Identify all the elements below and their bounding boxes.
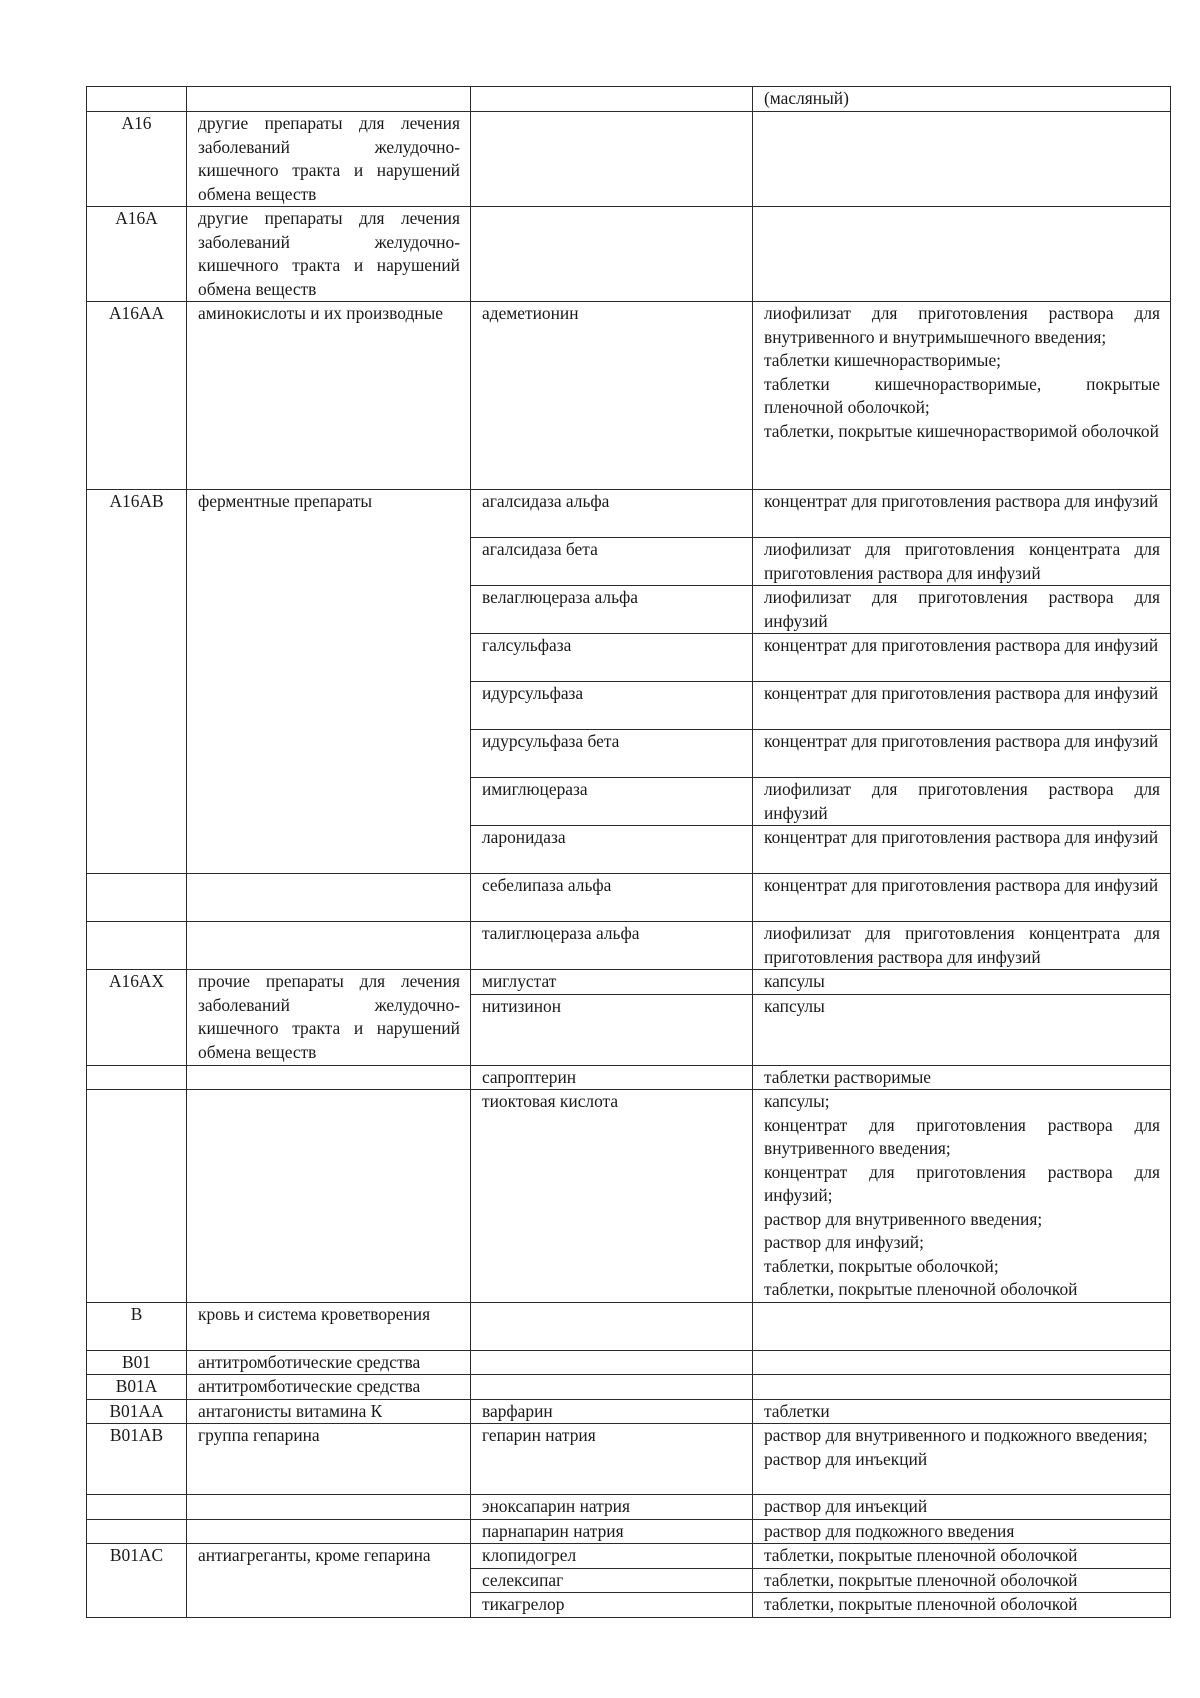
table-row — [87, 1090, 1171, 1303]
dosage-form-line: капсулы — [764, 995, 825, 1016]
dosage-form-line: раствор для инъекций — [764, 1448, 928, 1469]
table-row — [87, 1302, 1171, 1350]
atc-code-cell: B01 — [87, 1350, 187, 1375]
dosage-form-line: таблетки, покрытые оболочкой; — [764, 1255, 999, 1276]
table-row — [87, 87, 1171, 112]
dosage-form-line: таблетки, покрытые пленочной оболочкой — [764, 1545, 1078, 1565]
drug-name-cell: тикагрелор — [471, 1593, 753, 1618]
dosage-form-line: концентрат для приготовления раствора для инфузий — [764, 731, 1159, 751]
drug-name-cell: себелипаза альфа — [471, 874, 753, 922]
drug-name-cell: сапроптерин — [471, 1065, 753, 1090]
table-row — [87, 1495, 1171, 1520]
drug-name-cell: парнапарин натрия — [471, 1519, 753, 1544]
drug-name-cell: селексипаг — [471, 1568, 753, 1593]
dosage-form-line: лиофилизат для приготовления концентрата для приготовления раствора для инфузий — [764, 923, 1160, 967]
atc-code-cell: A16AB — [87, 490, 187, 874]
dosage-form-cell — [753, 1302, 1171, 1350]
table-row — [87, 1399, 1171, 1424]
drug-list-table — [86, 86, 1171, 1618]
group-name-cell: антитромботические средства — [187, 1350, 471, 1375]
drug-name-cell: варфарин — [471, 1399, 753, 1424]
dosage-form-line: лиофилизат для приготовления раствора для инфузий — [764, 779, 1160, 823]
dosage-form-cell — [753, 1544, 1171, 1569]
atc-code-cell: B01AC — [87, 1544, 187, 1618]
drug-name-cell: тиоктовая кислота — [471, 1090, 753, 1303]
atc-code-cell — [87, 1519, 187, 1544]
atc-code-cell — [87, 874, 187, 922]
dosage-form-cell — [753, 112, 1171, 207]
drug-name-cell — [471, 207, 753, 302]
atc-code-cell: A16AX — [87, 970, 187, 1066]
dosage-form-line: концентрат для приготовления раствора для инфузий — [764, 635, 1159, 655]
dosage-form-cell — [753, 826, 1171, 874]
dosage-form-cell — [753, 634, 1171, 682]
drug-name-cell — [471, 1302, 753, 1350]
dosage-form-line: раствор для подкожного введения — [764, 1520, 1015, 1541]
dosage-form-line: таблетки, покрытые пленочной оболочкой — [764, 1279, 1078, 1299]
group-name-cell — [187, 874, 471, 922]
dosage-form-line: раствор для инъекций — [764, 1496, 928, 1516]
drug-name-cell: галсульфаза — [471, 634, 753, 682]
group-name-cell — [187, 87, 471, 112]
dosage-form-line: раствор для инфузий; — [764, 1232, 924, 1252]
dosage-form-cell — [753, 87, 1171, 112]
dosage-form-cell — [753, 1519, 1171, 1544]
group-name-cell: группа гепарина — [187, 1424, 471, 1495]
drug-name-cell: агалсидаза бета — [471, 538, 753, 586]
table-row — [87, 1424, 1171, 1495]
dosage-form-line: (масляный) — [764, 88, 849, 108]
drug-name-cell: агалсидаза альфа — [471, 490, 753, 538]
table-row — [87, 1519, 1171, 1544]
atc-code-cell: A16A — [87, 207, 187, 302]
dosage-form-line: таблетки кишечнорастворимые, покрытые пленочной оболочкой; — [764, 373, 1160, 417]
dosage-form-cell — [753, 1568, 1171, 1593]
dosage-form-line: лиофилизат для приготовления раствора для инфузий — [764, 587, 1160, 631]
table-row — [87, 1544, 1171, 1569]
dosage-form-cell — [753, 1593, 1171, 1618]
table-row — [87, 1375, 1171, 1400]
group-name-cell: антитромботические средства — [187, 1375, 471, 1400]
dosage-form-cell — [753, 1495, 1171, 1520]
table-row — [87, 490, 1171, 538]
table-row — [87, 1065, 1171, 1090]
document-page — [86, 86, 1170, 1618]
group-name-cell — [187, 1065, 471, 1090]
drug-name-cell — [471, 112, 753, 207]
group-name-cell: другие препараты для лечения заболеваний желудочно-кишечного тракта и нарушений обмена веществ — [187, 207, 471, 302]
dosage-form-cell — [753, 970, 1171, 995]
dosage-form-cell — [753, 490, 1171, 538]
group-name-cell — [187, 922, 471, 970]
dosage-form-cell — [753, 538, 1171, 586]
table-row — [87, 970, 1171, 995]
dosage-form-cell — [753, 586, 1171, 634]
drug-name-cell: адеметионин — [471, 302, 753, 490]
group-name-cell: антиагреганты, кроме гепарина — [187, 1544, 471, 1618]
dosage-form-line: раствор для внутривенного введения; — [764, 1208, 1043, 1229]
group-name-cell: кровь и система кроветворения — [187, 1302, 471, 1350]
dosage-form-cell — [753, 922, 1171, 970]
drug-name-cell: имиглюцераза — [471, 778, 753, 826]
drug-name-cell: миглустат — [471, 970, 753, 995]
table-row — [87, 302, 1171, 490]
drug-name-cell: талиглюцераза альфа — [471, 922, 753, 970]
atc-code-cell: A16AA — [87, 302, 187, 490]
dosage-form-line: концентрат для приготовления раствора для инфузий — [764, 491, 1159, 511]
group-name-cell: прочие препараты для лечения заболеваний желудочно-кишечного тракта и нарушений обмена веществ — [187, 970, 471, 1066]
dosage-form-line: таблетки, покрытые пленочной оболочкой — [764, 1569, 1078, 1590]
drug-name-cell — [471, 1375, 753, 1400]
dosage-form-line: таблетки — [764, 1400, 830, 1421]
atc-code-cell — [87, 922, 187, 970]
dosage-form-line: концентрат для приготовления раствора для инфузий — [764, 827, 1159, 847]
dosage-form-cell — [753, 994, 1171, 1065]
drug-name-cell: клопидогрел — [471, 1544, 753, 1569]
dosage-form-line: таблетки, покрытые пленочной оболочкой — [764, 1594, 1078, 1614]
group-name-cell: аминокислоты и их производные — [187, 302, 471, 490]
dosage-form-line: концентрат для приготовления раствора для инфузий — [764, 683, 1159, 703]
drug-name-cell: идурсульфаза — [471, 682, 753, 730]
drug-name-cell: эноксапарин натрия — [471, 1495, 753, 1520]
dosage-form-cell — [753, 778, 1171, 826]
drug-name-cell: ларонидаза — [471, 826, 753, 874]
drug-name-cell: идурсульфаза бета — [471, 730, 753, 778]
dosage-form-cell — [753, 682, 1171, 730]
dosage-form-line: раствор для внутривенного и подкожного введения; — [764, 1425, 1148, 1445]
atc-code-cell: A16 — [87, 112, 187, 207]
atc-code-cell: B01AB — [87, 1424, 187, 1495]
group-name-cell: антагонисты витамина К — [187, 1399, 471, 1424]
table-row — [87, 207, 1171, 302]
dosage-form-cell — [753, 1375, 1171, 1400]
table-row — [87, 1350, 1171, 1375]
atc-code-cell: B01A — [87, 1375, 187, 1400]
atc-code-cell — [87, 1090, 187, 1303]
atc-code-cell — [87, 87, 187, 112]
dosage-form-line: капсулы; — [764, 1091, 830, 1111]
group-name-cell — [187, 1090, 471, 1303]
drug-name-cell — [471, 1350, 753, 1375]
group-name-cell: ферментные препараты — [187, 490, 471, 874]
dosage-form-cell — [753, 302, 1171, 490]
dosage-form-cell — [753, 1065, 1171, 1090]
table-row — [87, 874, 1171, 922]
dosage-form-line: лиофилизат для приготовления концентрата для приготовления раствора для инфузий — [764, 539, 1160, 583]
group-name-cell: другие препараты для лечения заболеваний желудочно-кишечного тракта и нарушений обмена веществ — [187, 112, 471, 207]
dosage-form-line: лиофилизат для приготовления раствора для внутривенного и внутримышечного введения; — [764, 303, 1160, 347]
dosage-form-line: капсулы — [764, 971, 825, 991]
dosage-form-cell — [753, 1090, 1171, 1303]
group-name-cell — [187, 1495, 471, 1520]
dosage-form-line: концентрат для приготовления раствора для инфузий; — [764, 1161, 1160, 1205]
drug-name-cell: гепарин натрия — [471, 1424, 753, 1495]
table-row — [87, 922, 1171, 970]
atc-code-cell — [87, 1495, 187, 1520]
drug-name-cell: нитизинон — [471, 994, 753, 1065]
dosage-form-line: таблетки растворимые — [764, 1066, 931, 1087]
dosage-form-line: таблетки, покрытые кишечнорастворимой оболочкой — [764, 420, 1159, 441]
group-name-cell — [187, 1519, 471, 1544]
atc-code-cell: B01AA — [87, 1399, 187, 1424]
drug-name-cell: велаглюцераза альфа — [471, 586, 753, 634]
dosage-form-cell — [753, 1350, 1171, 1375]
dosage-form-cell — [753, 874, 1171, 922]
atc-code-cell: B — [87, 1302, 187, 1350]
dosage-form-line: таблетки кишечнорастворимые; — [764, 350, 1001, 370]
table-row — [87, 112, 1171, 207]
dosage-form-cell — [753, 1424, 1171, 1495]
dosage-form-line: концентрат для приготовления раствора для инфузий — [764, 875, 1159, 895]
dosage-form-cell — [753, 730, 1171, 778]
dosage-form-cell — [753, 1399, 1171, 1424]
drug-name-cell — [471, 87, 753, 112]
atc-code-cell — [87, 1065, 187, 1090]
dosage-form-cell — [753, 207, 1171, 302]
dosage-form-line: концентрат для приготовления раствора для внутривенного введения; — [764, 1114, 1160, 1158]
